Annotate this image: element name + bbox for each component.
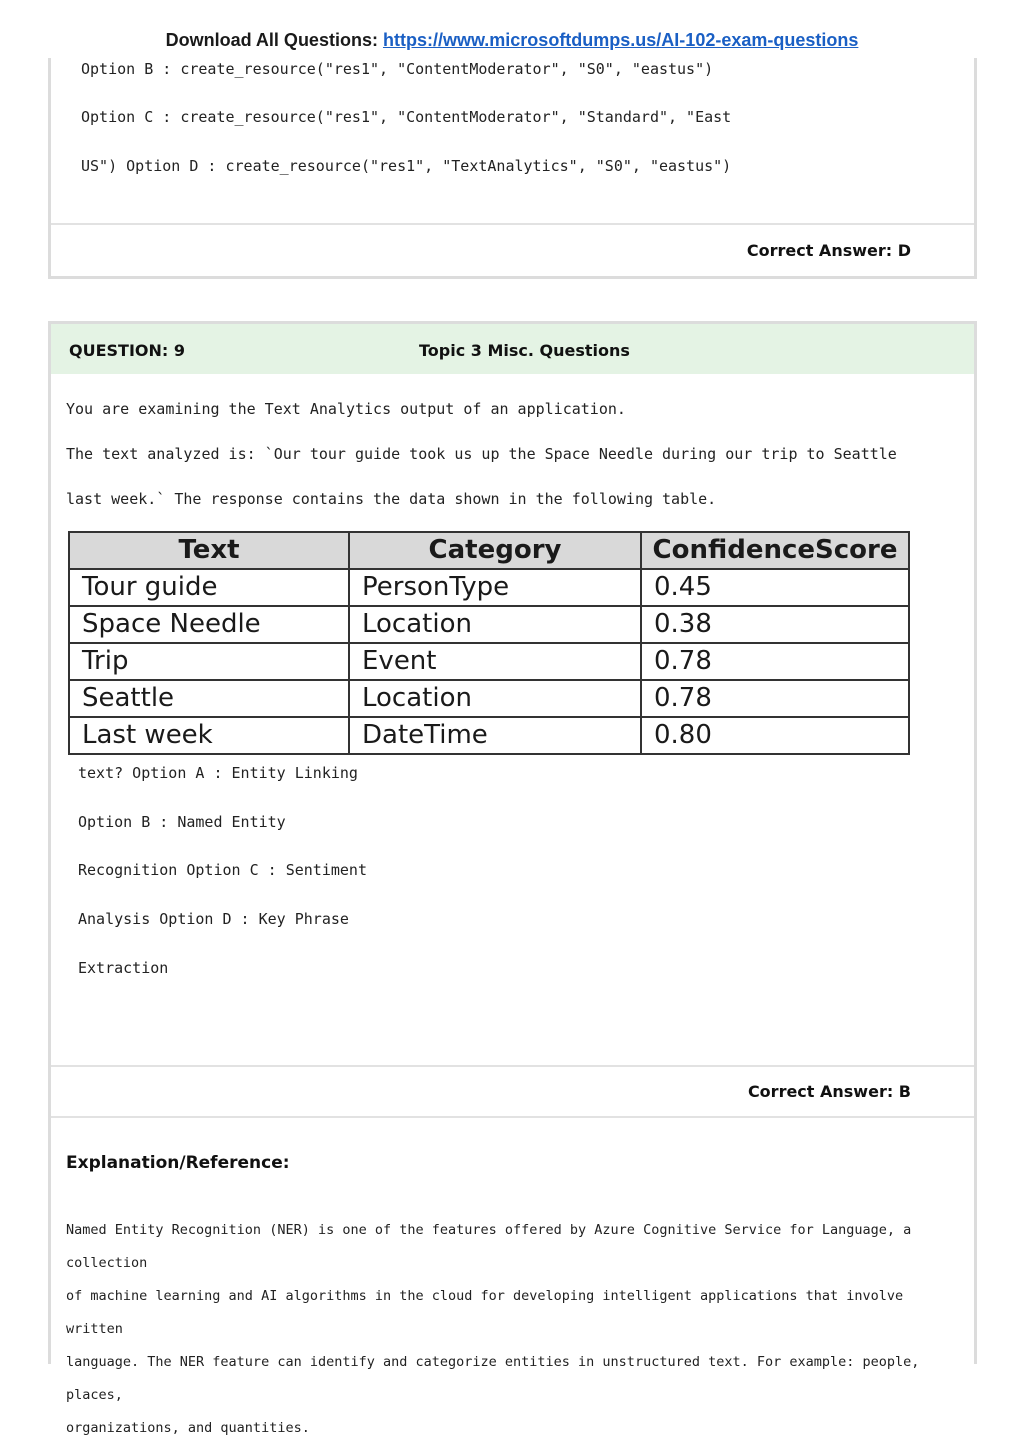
table-row: [69, 569, 909, 606]
explanation-line: language. The NER feature can identify and categorize entities in unstructured text. For example: people, places,: [66, 1354, 920, 1403]
table-row: [69, 606, 909, 643]
card-divider: [51, 223, 974, 225]
option-line: Option B : Named Entity: [78, 813, 286, 831]
download-banner: [0, 30, 1024, 51]
table-cell: 0.78: [641, 643, 909, 680]
table-cell: Tour guide: [69, 569, 349, 606]
explanation-line: of machine learning and AI algorithms in the cloud for developing intelligent applications that involve written: [66, 1288, 904, 1337]
table-row: [69, 643, 909, 680]
table-cell: Space Needle: [69, 606, 349, 643]
option-line: Analysis Option D : Key Phrase: [78, 910, 349, 928]
previous-question-card: [48, 58, 977, 279]
table-cell: 0.80: [641, 717, 909, 754]
table-cell: PersonType: [349, 569, 641, 606]
question-text-line: The text analyzed is: `Our tour guide took us up the Space Needle during our trip to Seattle: [66, 445, 897, 463]
table-cell: DateTime: [349, 717, 641, 754]
table-cell: 0.45: [641, 569, 909, 606]
table-cell: 0.38: [641, 606, 909, 643]
column-header: Category: [349, 532, 641, 569]
table-cell: Trip: [69, 643, 349, 680]
table-cell: Location: [349, 606, 641, 643]
card-divider: [51, 1116, 974, 1118]
question-text-line: You are examining the Text Analytics output of an application.: [66, 400, 626, 418]
entity-table: [68, 531, 910, 755]
download-label: Download All Questions:: [165, 30, 378, 50]
explanation-line: Named Entity Recognition (NER) is one of the features offered by Azure Cognitive Service for Language, a collection: [66, 1222, 912, 1271]
table-cell: Last week: [69, 717, 349, 754]
question-text-line: last week.` The response contains the data shown in the following table.: [66, 490, 717, 508]
table-cell: Event: [349, 643, 641, 680]
option-line: US") Option D : create_resource("res1", "TextAnalytics", "S0", "eastus"): [81, 157, 732, 175]
correct-answer: Correct Answer: D: [746, 241, 911, 260]
table-cell: Location: [349, 680, 641, 717]
card-divider: [51, 1065, 974, 1067]
option-line: Option C : create_resource("res1", "ContentModerator", "Standard", "East: [81, 108, 732, 126]
question-number: QUESTION: 9: [69, 341, 186, 360]
correct-answer: Correct Answer: B: [747, 1082, 911, 1101]
option-line: text? Option A : Entity Linking: [78, 764, 358, 782]
option-line: Option B : create_resource("res1", "ContentModerator", "S0", "eastus"): [81, 60, 714, 78]
table-cell: 0.78: [641, 680, 909, 717]
table-row: [69, 717, 909, 754]
explanation-heading: Explanation/Reference:: [66, 1153, 290, 1173]
column-header: Text: [69, 532, 349, 569]
column-header: ConfidenceScore: [641, 532, 909, 569]
table-cell: Seattle: [69, 680, 349, 717]
explanation-text: [66, 1214, 966, 1445]
question-header-bar: [51, 324, 974, 374]
table-row: [69, 680, 909, 717]
explanation-line: organizations, and quantities.: [66, 1420, 310, 1436]
download-link[interactable]: https://www.microsoftdumps.us/AI-102-exam-questions: [382, 30, 859, 50]
table-header-row: [69, 532, 909, 569]
question-topic: Topic 3 Misc. Questions: [419, 341, 630, 360]
option-line: Recognition Option C : Sentiment: [78, 861, 367, 879]
question-card: [48, 321, 977, 1364]
option-line: Extraction: [78, 959, 169, 977]
